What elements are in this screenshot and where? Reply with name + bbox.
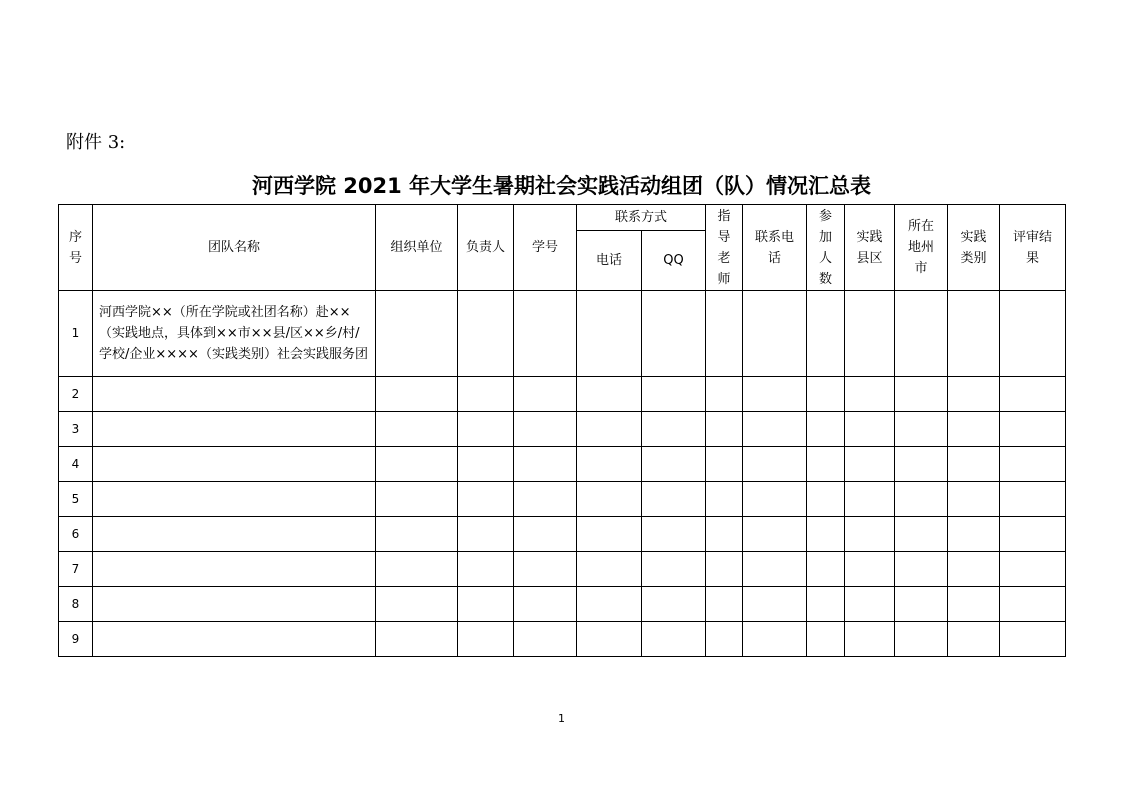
row-org-unit[interactable] (376, 412, 458, 447)
row-leader[interactable] (458, 587, 514, 622)
row-org-unit[interactable] (376, 587, 458, 622)
row-qq[interactable] (642, 622, 706, 657)
row-advisor-phone[interactable] (743, 552, 807, 587)
header-advisor-phone: 联系电 话 (743, 205, 807, 291)
row-city[interactable] (895, 517, 948, 552)
row-advisor-phone[interactable] (743, 412, 807, 447)
row-category[interactable] (948, 517, 1000, 552)
row-category[interactable] (948, 622, 1000, 657)
row-category[interactable] (948, 482, 1000, 517)
row-student-id[interactable] (514, 412, 577, 447)
summary-table (58, 204, 1066, 657)
row-phone[interactable] (577, 482, 642, 517)
row-review[interactable] (1000, 622, 1066, 657)
row-review[interactable] (1000, 482, 1066, 517)
row-seq: 2 (59, 377, 93, 412)
row-county[interactable] (845, 587, 895, 622)
table-row (59, 291, 1066, 377)
row-participants[interactable] (807, 412, 845, 447)
row-student-id[interactable] (514, 377, 577, 412)
row-city[interactable] (895, 291, 948, 377)
row-team-name[interactable] (93, 377, 376, 412)
row-phone[interactable] (577, 412, 642, 447)
table-row (59, 622, 1066, 657)
row-student-id[interactable] (514, 552, 577, 587)
row-city[interactable] (895, 377, 948, 412)
row-seq: 3 (59, 412, 93, 447)
row-review[interactable] (1000, 552, 1066, 587)
row-advisor-phone[interactable] (743, 517, 807, 552)
row-advisor[interactable] (706, 622, 743, 657)
row-category[interactable] (948, 447, 1000, 482)
table-row (59, 517, 1066, 552)
row-category[interactable] (948, 412, 1000, 447)
row-team-name[interactable] (93, 517, 376, 552)
row-student-id[interactable] (514, 622, 577, 657)
row-county[interactable] (845, 482, 895, 517)
row-advisor-phone[interactable] (743, 291, 807, 377)
row-city[interactable] (895, 552, 948, 587)
row-qq[interactable] (642, 291, 706, 377)
row-category[interactable] (948, 552, 1000, 587)
header-leader: 负责人 (458, 205, 514, 291)
header-row-1 (59, 205, 1066, 231)
row-advisor[interactable] (706, 587, 743, 622)
row-advisor-phone[interactable] (743, 622, 807, 657)
row-participants[interactable] (807, 587, 845, 622)
row-city[interactable] (895, 622, 948, 657)
row-phone[interactable] (577, 587, 642, 622)
header-contact: 联系方式 (577, 205, 706, 231)
row-leader[interactable] (458, 622, 514, 657)
row-advisor[interactable] (706, 482, 743, 517)
table-row (59, 412, 1066, 447)
row-org-unit[interactable] (376, 447, 458, 482)
row-team-name[interactable] (93, 622, 376, 657)
row-advisor-phone[interactable] (743, 587, 807, 622)
row-participants[interactable] (807, 552, 845, 587)
table-row (59, 482, 1066, 517)
row-county[interactable] (845, 622, 895, 657)
row-org-unit[interactable] (376, 622, 458, 657)
row-review[interactable] (1000, 447, 1066, 482)
row-county[interactable] (845, 412, 895, 447)
row-student-id[interactable] (514, 482, 577, 517)
row-phone[interactable] (577, 517, 642, 552)
row-qq[interactable] (642, 517, 706, 552)
row-seq: 6 (59, 517, 93, 552)
row-participants[interactable] (807, 482, 845, 517)
row-county[interactable] (845, 377, 895, 412)
row-student-id[interactable] (514, 291, 577, 377)
row-participants[interactable] (807, 622, 845, 657)
row-county[interactable] (845, 517, 895, 552)
table-row (59, 552, 1066, 587)
row-review[interactable] (1000, 377, 1066, 412)
row-category[interactable] (948, 377, 1000, 412)
row-leader[interactable] (458, 291, 514, 377)
row-city[interactable] (895, 587, 948, 622)
header-student-id: 学号 (514, 205, 577, 291)
row-team-name[interactable]: 河西学院××（所在学院或社团名称）赴××（实践地点，具体到××市××县/区××乡/村/学校/企业××××（实践类别）社会实践服务团 (93, 291, 376, 377)
row-team-name[interactable] (93, 587, 376, 622)
row-county[interactable] (845, 447, 895, 482)
attachment-label: 附件 3: (66, 132, 126, 153)
row-qq[interactable] (642, 412, 706, 447)
row-city[interactable] (895, 482, 948, 517)
row-advisor[interactable] (706, 291, 743, 377)
table-row (59, 447, 1066, 482)
row-qq[interactable] (642, 482, 706, 517)
header-seq: 序 号 (59, 205, 93, 291)
row-seq: 5 (59, 482, 93, 517)
row-review[interactable] (1000, 587, 1066, 622)
row-org-unit[interactable] (376, 377, 458, 412)
row-seq: 8 (59, 587, 93, 622)
row-phone[interactable] (577, 552, 642, 587)
header-participants: 参 加 人 数 (807, 205, 845, 291)
row-qq[interactable] (642, 447, 706, 482)
row-advisor-phone[interactable] (743, 447, 807, 482)
row-county[interactable] (845, 552, 895, 587)
row-advisor[interactable] (706, 412, 743, 447)
row-category[interactable] (948, 291, 1000, 377)
row-participants[interactable] (807, 447, 845, 482)
row-phone[interactable] (577, 291, 642, 377)
row-student-id[interactable] (514, 587, 577, 622)
row-advisor-phone[interactable] (743, 377, 807, 412)
row-participants[interactable] (807, 291, 845, 377)
row-student-id[interactable] (514, 447, 577, 482)
header-advisor: 指 导 老 师 (706, 205, 743, 291)
row-review[interactable] (1000, 517, 1066, 552)
row-review[interactable] (1000, 412, 1066, 447)
header-category: 实践 类别 (948, 205, 1000, 291)
row-phone[interactable] (577, 622, 642, 657)
row-leader[interactable] (458, 482, 514, 517)
row-student-id[interactable] (514, 517, 577, 552)
header-city: 所在 地州 市 (895, 205, 948, 291)
row-city[interactable] (895, 447, 948, 482)
row-seq: 4 (59, 447, 93, 482)
header-review: 评审结 果 (1000, 205, 1066, 291)
row-leader[interactable] (458, 377, 514, 412)
row-category[interactable] (948, 587, 1000, 622)
row-participants[interactable] (807, 377, 845, 412)
row-advisor[interactable] (706, 552, 743, 587)
row-org-unit[interactable] (376, 291, 458, 377)
row-city[interactable] (895, 412, 948, 447)
row-team-name[interactable] (93, 447, 376, 482)
row-qq[interactable] (642, 552, 706, 587)
row-advisor[interactable] (706, 377, 743, 412)
row-participants[interactable] (807, 517, 845, 552)
row-leader[interactable] (458, 412, 514, 447)
row-advisor[interactable] (706, 517, 743, 552)
row-seq: 1 (59, 291, 93, 377)
row-leader[interactable] (458, 517, 514, 552)
header-team-name: 团队名称 (93, 205, 376, 291)
header-phone: 电话 (577, 231, 642, 291)
table-row (59, 377, 1066, 412)
row-leader[interactable] (458, 447, 514, 482)
row-team-name[interactable] (93, 552, 376, 587)
row-org-unit[interactable] (376, 482, 458, 517)
row-phone[interactable] (577, 447, 642, 482)
row-seq: 7 (59, 552, 93, 587)
row-team-name[interactable] (93, 412, 376, 447)
header-org-unit: 组织单位 (376, 205, 458, 291)
page-title: 河西学院 2021 年大学生暑期社会实践活动组团（队）情况汇总表 (251, 174, 872, 198)
row-county[interactable] (845, 291, 895, 377)
row-advisor[interactable] (706, 447, 743, 482)
row-seq: 9 (59, 622, 93, 657)
row-phone[interactable] (577, 377, 642, 412)
row-leader[interactable] (458, 552, 514, 587)
page-number: 1 (558, 712, 565, 725)
header-qq: QQ (642, 231, 706, 291)
row-qq[interactable] (642, 377, 706, 412)
row-team-name[interactable] (93, 482, 376, 517)
row-review[interactable] (1000, 291, 1066, 377)
row-org-unit[interactable] (376, 517, 458, 552)
row-qq[interactable] (642, 587, 706, 622)
row-advisor-phone[interactable] (743, 482, 807, 517)
header-county: 实践 县区 (845, 205, 895, 291)
table-row (59, 587, 1066, 622)
row-org-unit[interactable] (376, 552, 458, 587)
